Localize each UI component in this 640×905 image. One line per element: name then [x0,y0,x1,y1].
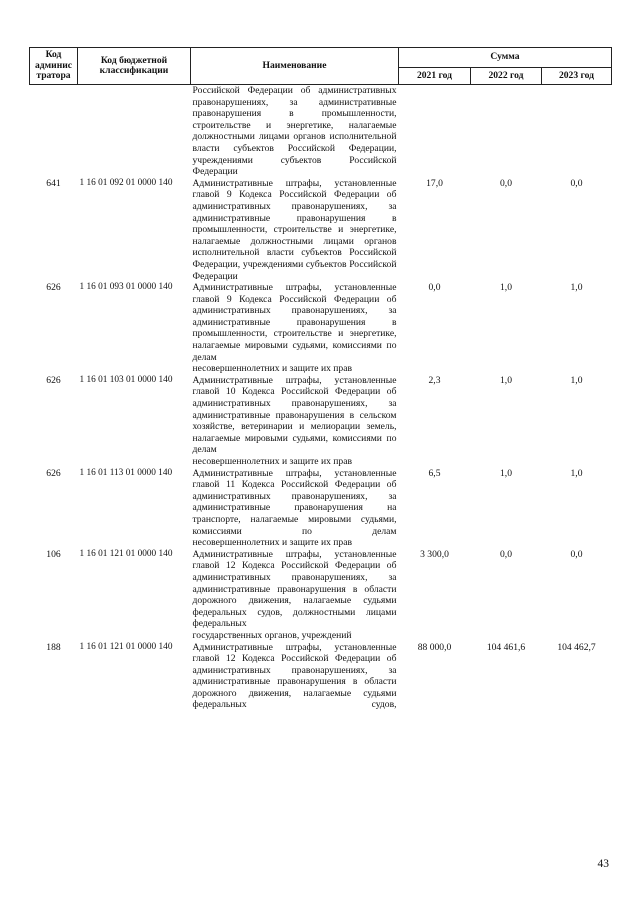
cell-admin: 106 [46,548,61,560]
cell-name-body: Административные штрафы, установленные главой 12 Кодекса Российской Федерации об административных правонарушениях, за административные правонарушения в области дорожного движения, налагаемые судьями федеральных судов, [192,641,397,711]
table-body [30,85,612,712]
cell-2022: 0,0 [500,177,512,189]
cell-2022: 0,0 [500,548,512,560]
cell-admin [30,85,78,178]
header-admin-code: Код админис тратора [30,48,78,85]
cell-2021: 0,0 [428,282,441,294]
cell-2022 [471,85,542,178]
cell-admin: 641 [46,177,61,189]
cell-name-body: Административные штрафы, установленные главой 9 Кодекса Российской Федерации об административных правонарушениях, за административные правонарушения в промышленности, строительстве и энергетике, налагаемые мировыми судьями, комиссиями по делам [192,282,397,363]
table-row [30,375,612,468]
cell-name [191,642,399,712]
cell-2021 [399,85,471,178]
cell-2021: 3 300,0 [420,548,449,560]
cell-name-body: Административные штрафы, установленные главой 9 Кодекса Российской Федерации об административных правонарушениях, за административные правонарушения в промышленности, строительстве и энергетике, налагаемые должностными лицами органов исполнительной власти субъектов Российской Федерации, учреждениями субъектов Российской [192,177,397,270]
cell-kbk: 1 16 01 121 01 0000 140 [79,641,173,652]
cell-2022: 1,0 [500,374,512,386]
header-sum: Сумма [399,48,612,68]
table-row [30,549,612,642]
cell-2023: 1,0 [570,282,583,294]
cell-2023: 104 462,7 [557,641,596,653]
cell-name [191,549,399,642]
table-row [30,282,612,375]
cell-kbk: 1 16 01 092 01 0000 140 [79,177,173,188]
header-year-2021: 2021 год [399,68,471,85]
table-row [30,468,612,549]
cell-name-last: несовершеннолетних и защите их прав [192,537,353,549]
cell-2023: 0,0 [570,548,583,560]
cell-2022: 104 461,6 [486,641,526,653]
cell-name [191,468,399,549]
cell-name-last: государственных органов, учреждений [192,629,352,641]
cell-2023 [542,85,612,178]
cell-name-last: несовершеннолетних и защите их прав [192,363,353,375]
cell-2021: 17,0 [426,177,443,189]
cell-2022: 1,0 [500,282,512,294]
table-header [30,48,612,85]
header-year-2023: 2023 год [542,68,612,85]
cell-kbk: 1 16 01 093 01 0000 140 [79,282,173,293]
cell-2021: 6,5 [428,467,441,479]
cell-admin: 626 [46,282,61,294]
cell-2021: 2,3 [428,374,441,386]
cell-name [191,178,399,282]
cell-name-last: Федерации [192,270,238,282]
cell-admin: 626 [46,374,61,386]
cell-admin: 626 [46,467,61,479]
cell-2021: 88 000,0 [417,641,452,653]
cell-2023: 1,0 [570,467,583,479]
cell-kbk: 1 16 01 103 01 0000 140 [79,374,173,385]
cell-2023: 1,0 [570,374,583,386]
cell-name-last: Федерации [192,166,238,178]
table-row [30,178,612,282]
cell-name-last: несовершеннолетних и защите их прав [192,456,353,467]
cell-name-body: Административные штрафы, установленные главой 11 Кодекса Российской Федерации об административных правонарушениях, за административные правонарушения на транспорте, налагаемые мировыми судьями, комиссиями по делам [192,467,397,537]
cell-name [191,282,399,375]
header-kbk: Код бюджетной классификации [78,48,191,85]
cell-2023: 0,0 [570,177,583,189]
header-name: Наименование [191,48,399,85]
budget-revenue-table [29,47,612,711]
cell-name [191,85,399,178]
table-row-continuation [30,85,612,178]
page-number: 43 [597,858,609,870]
cell-name-body: Российской Федерации об административных правонарушениях, за административные правонарушения в промышленности, строительстве и энергетике, налагаемые должностными лицами органов исполнительной власти субъектов Российской Федерации, учреждениями субъектов Российской [192,85,397,166]
cell-2022: 1,0 [500,467,512,479]
cell-admin: 188 [46,641,61,653]
header-year-2022: 2022 год [471,68,542,85]
table-row [30,642,612,712]
cell-name-body: Административные штрафы, установленные главой 12 Кодекса Российской Федерации об административных правонарушениях, за административные правонарушения в области дорожного движения, налагаемые судьями федеральных судов, должностными лицами федеральных [192,548,397,630]
cell-kbk: 1 16 01 121 01 0000 140 [79,548,173,559]
cell-kbk [78,85,191,178]
cell-kbk: 1 16 01 113 01 0000 140 [79,467,173,478]
cell-name-body: Административные штрафы, установленные главой 10 Кодекса Российской Федерации об административных правонарушениях, за административные правонарушения в сельском хозяйстве, ветеринарии и мелиорации земель, налагаемые мировыми судьями, комиссиями по делам [192,374,397,456]
cell-name [191,375,399,468]
